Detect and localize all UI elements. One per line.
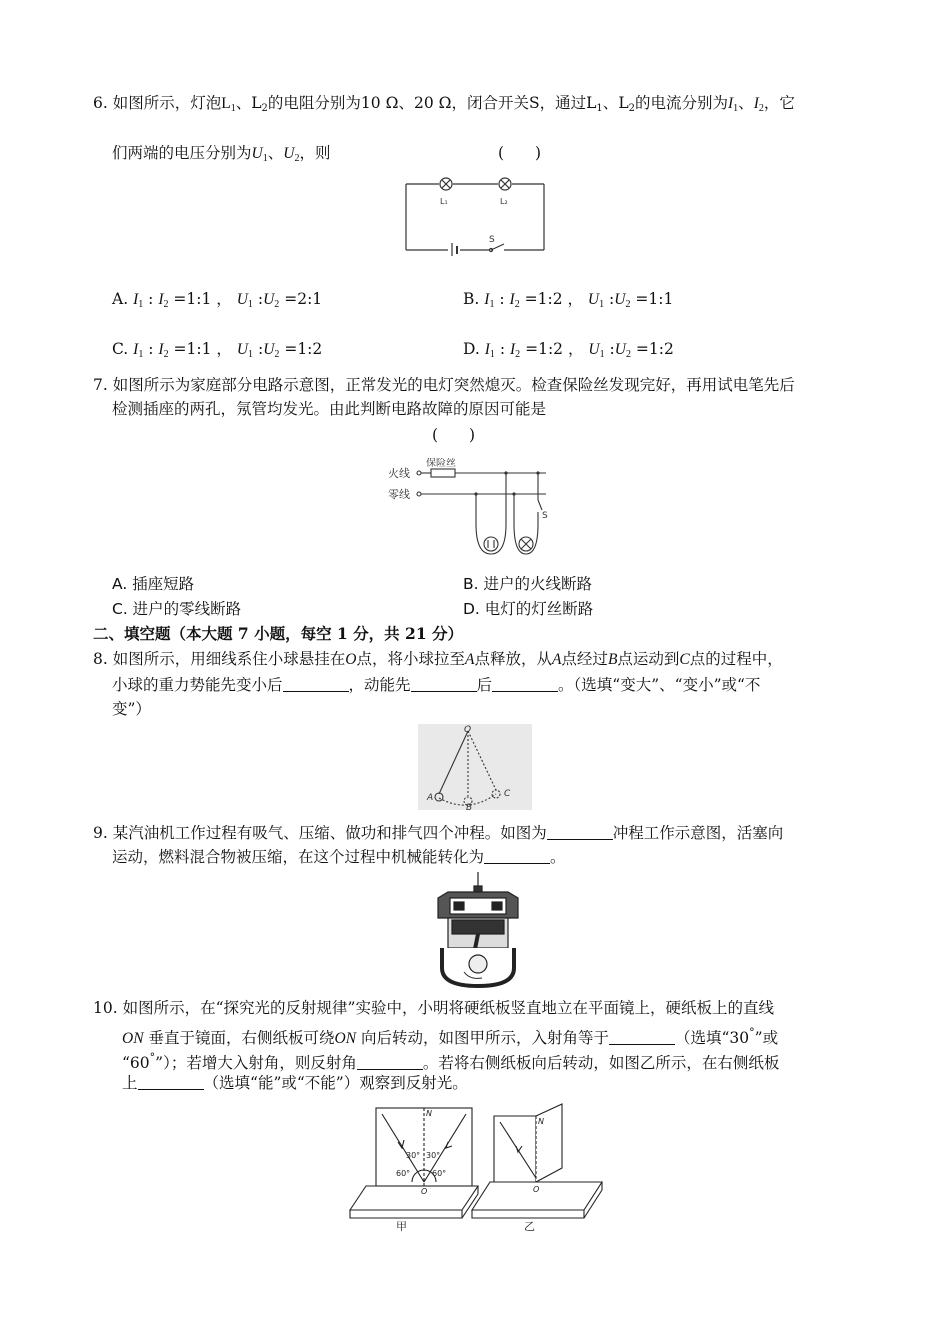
lamp-l1-icon bbox=[440, 178, 452, 190]
q7-option-c: C. 进户的零线断路 bbox=[112, 600, 242, 618]
q6-switch-label: S bbox=[489, 235, 495, 245]
q6-lamp2-label: L₂ bbox=[500, 197, 508, 206]
q6-series-circuit-diagram bbox=[400, 174, 550, 256]
q7-line2: 检测插座的两孔，氖管均发光。由此判断电路故障的原因可能是 bbox=[112, 400, 547, 418]
q10-line2: ON 垂直于镜面，右侧纸板可绕ON 向后转动，如图甲所示，入射角等于 （选填“30°”或 bbox=[122, 1026, 779, 1047]
q10-line1: 10. 如图所示，在“探究光的反射规律”实验中，小明将硬纸板竖直地立在平面镜上，硬纸板上的直线 bbox=[93, 999, 774, 1017]
q8-blank-3[interactable] bbox=[492, 675, 558, 692]
crankshaft-icon bbox=[469, 955, 487, 973]
q10-reflection-figure bbox=[344, 1102, 614, 1238]
q6-option-b: B. $I_1$ : $I_2$ =1:2 ， $U_1$ $:U_2$ =1:1 bbox=[463, 290, 674, 310]
q9-line2: 运动，燃料混合物被压缩，在这个过程中机械能转化为 。 bbox=[112, 848, 566, 866]
q7-switch-label: S bbox=[542, 511, 548, 521]
q10-caption-yi: 乙 bbox=[524, 1220, 535, 1233]
q9-blank-1[interactable] bbox=[547, 823, 613, 840]
q6-line1: 6. 如图所示，灯泡$L_1$、$L_2$的电阻分别为10 Ω、20 Ω，闭合开关S，通过$L_1$、$L_2$的电流分别为$I_1$、$I_2$，它 bbox=[93, 94, 795, 114]
q7-option-d: D. 电灯的灯丝断路 bbox=[463, 600, 594, 618]
q10-blank-3[interactable] bbox=[138, 1073, 204, 1090]
q7-household-circuit-diagram bbox=[386, 458, 556, 558]
q8-pendulum-figure bbox=[418, 724, 532, 810]
q10-left-30b: 30° bbox=[426, 1151, 441, 1160]
fuse-icon bbox=[431, 469, 455, 477]
q9-engine-figure bbox=[430, 872, 524, 990]
q8-blank-1[interactable] bbox=[283, 675, 349, 692]
q6-option-a: A. $I_1$ : $I_2$ =1:1 ， $U_1$ $:U_2$ =2:1 bbox=[112, 290, 323, 310]
q10-left-60a: 60° bbox=[396, 1169, 411, 1178]
section2-heading: 二、填空题（本大题 7 小题，每空 1 分，共 21 分） bbox=[93, 624, 464, 643]
q6-answer-paren: ( ) bbox=[498, 144, 542, 162]
q8-point-b: B bbox=[466, 803, 473, 810]
q10-line3: “60°”）；若增大入射角，则反射角 。若将右侧纸板向后转动，如图乙所示，在右侧纸板 bbox=[122, 1051, 780, 1072]
q10-right-o: O bbox=[533, 1185, 540, 1194]
q10-blank-2[interactable] bbox=[357, 1053, 423, 1070]
q8-point-c: C bbox=[504, 789, 511, 799]
q7-line1: 7. 如图所示为家庭部分电路示意图，正常发光的电灯突然熄灭。检查保险丝发现完好，再用试电笔先后 bbox=[93, 376, 795, 394]
q8-line1: 8. 如图所示，用细线系住小球悬挂在O点，将小球拉至A点释放，从A点经过B点运动到C点的过程中， bbox=[93, 650, 783, 668]
q7-option-a: A. 插座短路 bbox=[112, 575, 195, 593]
q10-left-60b: 60° bbox=[432, 1169, 447, 1178]
q7-answer-paren: ( ) bbox=[432, 426, 476, 444]
q8-point-a: A bbox=[427, 793, 434, 803]
q6-line2: 们两端的电压分别为$U_1$、$U_2$，则 bbox=[112, 144, 331, 164]
q6-option-d: D. $I_1$ : $I_2$ =1:2 ， $U_1$ $:U_2$ =1:2 bbox=[463, 340, 674, 360]
q10-left-n: N bbox=[426, 1109, 432, 1118]
q10-left-30a: 30° bbox=[406, 1151, 421, 1160]
q7-option-b: B. 进户的火线断路 bbox=[463, 575, 592, 593]
q10-line4: 上 （选填“能”或“不能”）观察到反射光。 bbox=[122, 1074, 468, 1092]
lamp-l2-icon bbox=[499, 178, 511, 190]
battery-icon bbox=[452, 243, 457, 256]
q7-fuse-label: 保险丝 bbox=[426, 458, 456, 469]
switch-icon bbox=[490, 244, 505, 252]
q10-blank-1[interactable] bbox=[609, 1028, 675, 1045]
q10-right-n: N bbox=[538, 1117, 544, 1126]
q9-blank-2[interactable] bbox=[484, 847, 550, 864]
q8-point-o: O bbox=[464, 725, 472, 735]
q8-line2: 小球的重力势能先变小后 ，动能先 后 。（选填“变大”、“变小”或“不 bbox=[112, 676, 761, 694]
q10-caption-jia: 甲 bbox=[396, 1220, 407, 1233]
q8-line3: 变”） bbox=[112, 700, 151, 718]
q6-option-c: C. $I_1$ : $I_2$ =1:1 ， $U_1$ $:U_2$ =1:2 bbox=[112, 340, 323, 360]
piston-icon bbox=[452, 920, 504, 934]
spark-plug-icon bbox=[474, 886, 482, 892]
q7-neutral-label: 零线 bbox=[388, 488, 410, 501]
q6-lamp1-label: L₁ bbox=[440, 197, 448, 206]
q7-live-label: 火线 bbox=[388, 467, 410, 480]
bulb-icon bbox=[519, 537, 533, 551]
q10-left-o: O bbox=[421, 1187, 428, 1196]
q8-blank-2[interactable] bbox=[411, 675, 477, 692]
socket-icon bbox=[484, 537, 498, 551]
q9-line1: 9. 某汽油机工作过程有吸气、压缩、做功和排气四个冲程。如图为 冲程工作示意图，活塞向 bbox=[93, 824, 784, 842]
